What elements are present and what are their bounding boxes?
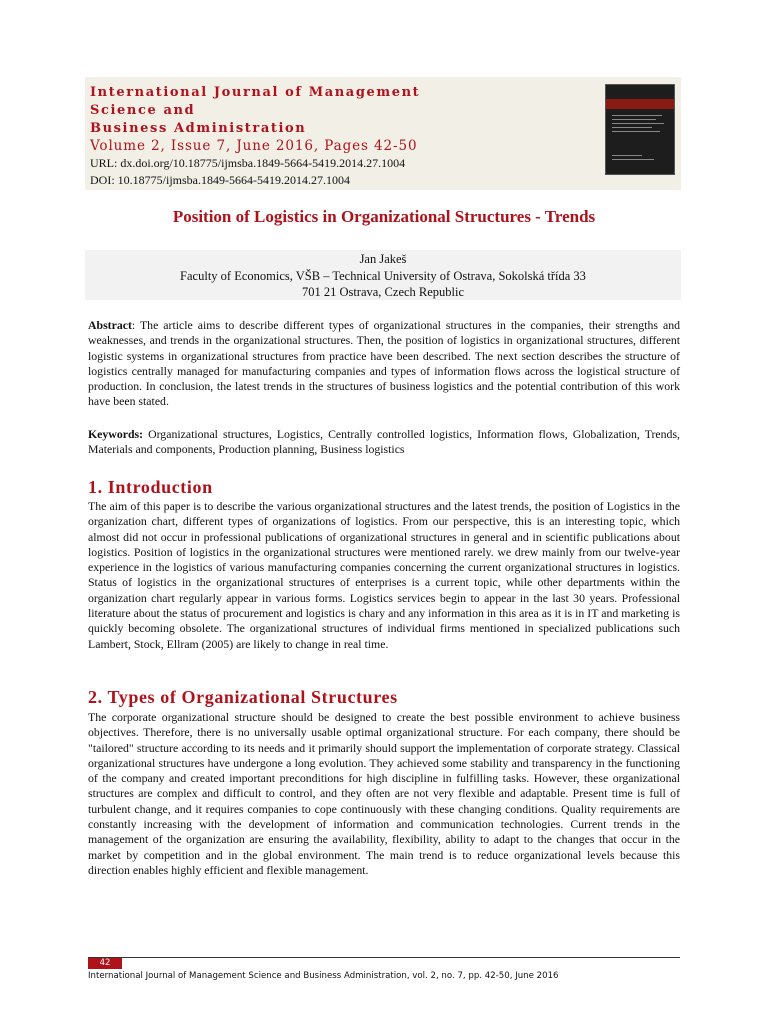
journal-cover-thumbnail <box>605 84 675 175</box>
abstract-text: : The article aims to describe different types of organizational structures in the companies, their strengths and weaknesses, and trends in the organizational structures. Then, the position of logistics in organizational structures, different logistic systems in organizational structures from practice have been described. The next section describes the structure of logistics centrally managed for manufacturing companies and types of information flows across the logistical structure of production. In conclusion, the latest trends in the structures of business logistics and the potential contribution of this work have been stated. <box>88 318 680 409</box>
paper-title: Position of Logistics in Organizational Structures - Trends <box>172 207 596 226</box>
keywords-text: Organizational structures, Logistics, Centrally controlled logistics, Information flows, Globalization, Trends, Materials and components, Production planning, Business logistics <box>88 427 680 457</box>
volume-info: Volume 2, Issue 7, June 2016, Pages 42-50 <box>90 138 418 154</box>
footer-citation: International Journal of Management Science and Business Administration, vol. 2, no. 7, pp. 42-50, June 2016 <box>88 971 559 981</box>
footer-divider <box>88 957 680 958</box>
abstract <box>88 318 680 410</box>
section-heading-types: 2. Types of Organizational Structures <box>88 687 398 707</box>
doi-line: DOI: 10.18775/ijmsba.1849-5664-5419.2014.27.1004 <box>90 173 350 187</box>
page-number: 42 <box>88 958 122 969</box>
author-address: 701 21 Ostrava, Czech Republic <box>301 285 465 299</box>
section-text-introduction: The aim of this paper is to describe the various organizational structures and the latest trends, the position of Logistics in the organization chart, different types of organizations of logistics. From our perspective, this is an interesting topic, which almost did not occur in professional publications of organizational structures in general and in scientific publications about logistics. Position of logistics in the organizational structures were mentioned rarely. we drew mainly from our twelve-year experience in the logistics of various manufacturing companies concerning the current organizational structures in logistics. Status of logistics in the organizational structures of enterprises is a current topic, while other departments within the organization chart regularly appear in various forms. Logistics services begin to appear in the last 30 years. Professional literature about the status of procurement and logistics is chary and any information in this area as it is in IT and marketing is quickly becoming obsolete. The organizational structures of individual firms mentioned in specialized publications such Lambert, Stock, Ellram (2005) are likely to change in real time. <box>88 499 680 651</box>
journal-title-line1: International Journal of Management Science and <box>90 85 421 118</box>
keywords-label: Keywords: <box>88 427 144 441</box>
keywords <box>88 427 680 458</box>
journal-title <box>90 84 490 138</box>
author-name: Jan Jakeš <box>359 252 407 266</box>
abstract-label: Abstract <box>88 318 132 332</box>
author-block <box>85 250 681 300</box>
journal-header <box>85 77 681 190</box>
author-affiliation: Faculty of Economics, VŠB – Technical University of Ostrava, Sokolská třída 33 <box>180 268 586 283</box>
section-text-types: The corporate organizational structure should be designed to create the best possible environment to achieve business objectives. Therefore, there is no universally usable optimal organizational structure. For each company, there should be "tailored" structure according to its needs and it primarily should support the implementation of corporate strategy. Classical organizational structures have undergone a long evolution. They achieved some stability and transparency in the functioning of the company and created important preconditions for high discipline in fulfilling tasks. However, these organizational structures are complex and difficult to control, and they often are not very flexible and adaptable. Present time is full of turbulent change, and it requires companies to cope continuously with these changing conditions. Quality requirements are constantly increasing with the development of information and communication technologies. Current trends in the management of the organization are ensuring the availability, flexibility, ability to adapt to the changes that occur in the market by competition and in the global environment. The main trend is to reduce organizational levels because this direction enables highly efficient and flexible management. <box>88 710 680 877</box>
url-line: URL: dx.doi.org/10.18775/ijmsba.1849-5664-5419.2014.27.1004 <box>90 156 406 170</box>
section-heading-introduction: 1. Introduction <box>88 477 213 497</box>
journal-title-line2: Business Administration <box>90 121 307 136</box>
